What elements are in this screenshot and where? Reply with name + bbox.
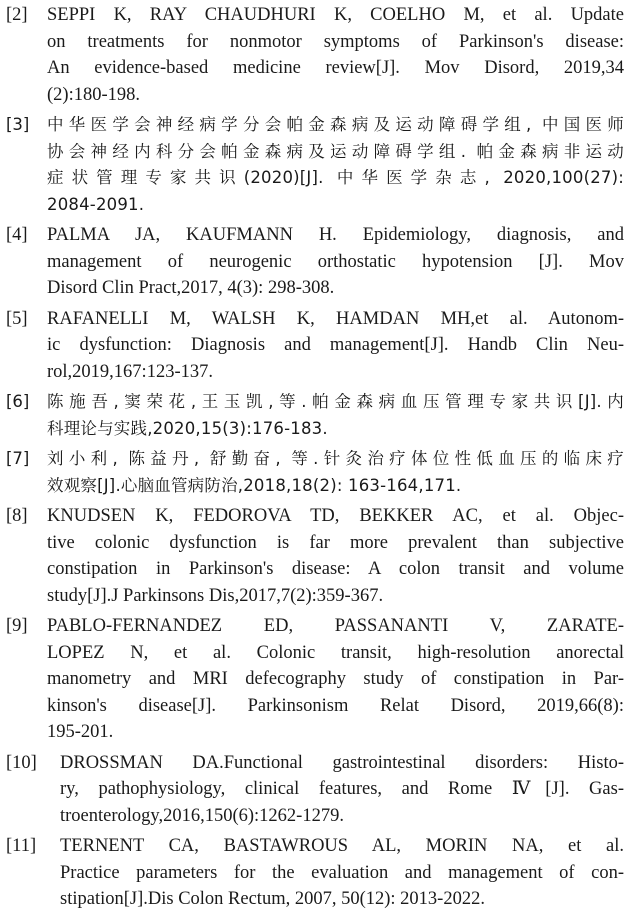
- reference-line: 195-201.: [47, 722, 114, 742]
- reference-number: [7]: [6, 449, 30, 468]
- reference-line: 刘小利, 陈益丹, 舒勤奋, 等.针灸治疗体位性低血压的临床疗: [47, 449, 624, 468]
- reference-line: DROSSMAN DA.Functional gastrointestinal disorders: Histo-: [60, 752, 624, 773]
- reference-line: ry, pathophysiology, clinical features, and Rome Ⅳ[J]. Gas-: [60, 779, 624, 799]
- reference-line: 中华医学会神经病学分会帕金森病及运动障碍学组, 中国医师: [47, 115, 624, 134]
- reference-line: PALMA JA, KAUFMANN H. Epidemiology, diagnosis, and: [47, 225, 624, 245]
- reference-line: management of neurogenic orthostatic hypotension [J]. Mov: [47, 251, 624, 272]
- reference-entry: [0, 2, 624, 108]
- reference-line: LOPEZ N, et al. Colonic transit, high-resolution anorectal: [47, 642, 624, 663]
- reference-entry: [0, 833, 624, 913]
- reference-line: study[J].J Parkinsons Dis,2017,7(2):359-367.: [47, 585, 384, 606]
- reference-line: 症状管理专家共识(2020)[J]. 中华医学杂志, 2020,100(27):: [47, 168, 624, 187]
- reference-line: ic dysfunction: Diagnosis and management[J]. Handb Clin Neu-: [47, 335, 624, 355]
- reference-entry: [0, 446, 624, 499]
- reference-entry: [0, 222, 624, 302]
- reference-line: 效观察[J].心脑血管病防治,2018,18(2): 163-164,171.: [47, 475, 462, 495]
- reference-entry: [0, 503, 624, 609]
- reference-number: [11]: [6, 836, 37, 856]
- reference-line: An evidence-based medicine review[J]. Mov Disord, 2019,34: [47, 58, 624, 78]
- reference-entry: [0, 389, 624, 442]
- reference-line: stipation[J].Dis Colon Rectum, 2007, 50(12): 2013-2022.: [60, 889, 485, 909]
- reference-line: TERNENT CA, BASTAWROUS AL, MORIN NA, et al.: [60, 836, 624, 856]
- reference-list: [0, 2, 624, 917]
- reference-line: troenterology,2016,150(6):1262-1279.: [60, 805, 344, 826]
- reference-line: KNUDSEN K, FEDOROVA TD, BEKKER AC, et al. Objec-: [47, 506, 624, 526]
- reference-line: rol,2019,167:123-137.: [47, 361, 213, 382]
- reference-line: manometry and MRI defecography study of constipation in Par-: [47, 669, 624, 689]
- reference-line: on treatments for nonmotor symptoms of Parkinson's disease:: [47, 31, 624, 52]
- reference-line: Disord Clin Pract,2017, 4(3): 298-308.: [47, 278, 335, 298]
- reference-entry: [0, 750, 624, 830]
- reference-line: tive colonic dysfunction is far more prevalent than subjective: [47, 532, 624, 553]
- reference-entry: [0, 306, 624, 386]
- reference-number: [5]: [6, 308, 28, 329]
- reference-line: kinson's disease[J]. Parkinsonism Relat Disord, 2019,66(8):: [47, 695, 624, 716]
- reference-number: [10]: [6, 752, 37, 773]
- reference-line: 陈施吾,窦荣花,王玉凯,等.帕金森病血压管理专家共识[J].内: [47, 392, 624, 411]
- reference-number: [2]: [6, 5, 28, 25]
- reference-line: SEPPI K, RAY CHAUDHURI K, COELHO M, et al. Update: [47, 5, 624, 25]
- reference-line: (2):180-198.: [47, 84, 140, 105]
- reference-line: constipation in Parkinson's disease: A colon transit and volume: [47, 559, 624, 579]
- reference-number: [9]: [6, 616, 28, 636]
- reference-line: PABLO-FERNANDEZ ED, PASSANANTI V, ZARATE-: [47, 616, 624, 636]
- reference-line: 科理论与实践,2020,15(3):176-183.: [47, 418, 328, 438]
- reference-line: Practice parameters for the evaluation and management of con-: [60, 862, 624, 883]
- reference-number: [8]: [6, 506, 28, 526]
- reference-entry: [0, 613, 624, 746]
- reference-number: [3]: [6, 115, 30, 134]
- reference-line: RAFANELLI M, WALSH K, HAMDAN MH,et al. Autonom-: [47, 308, 624, 329]
- reference-number: [6]: [6, 392, 30, 411]
- reference-line: 协会神经内科分会帕金森病及运动障碍学组. 帕金森病非运动: [47, 141, 624, 161]
- reference-line: 2084-2091.: [47, 194, 145, 214]
- reference-entry: [0, 112, 624, 218]
- reference-number: [4]: [6, 225, 28, 245]
